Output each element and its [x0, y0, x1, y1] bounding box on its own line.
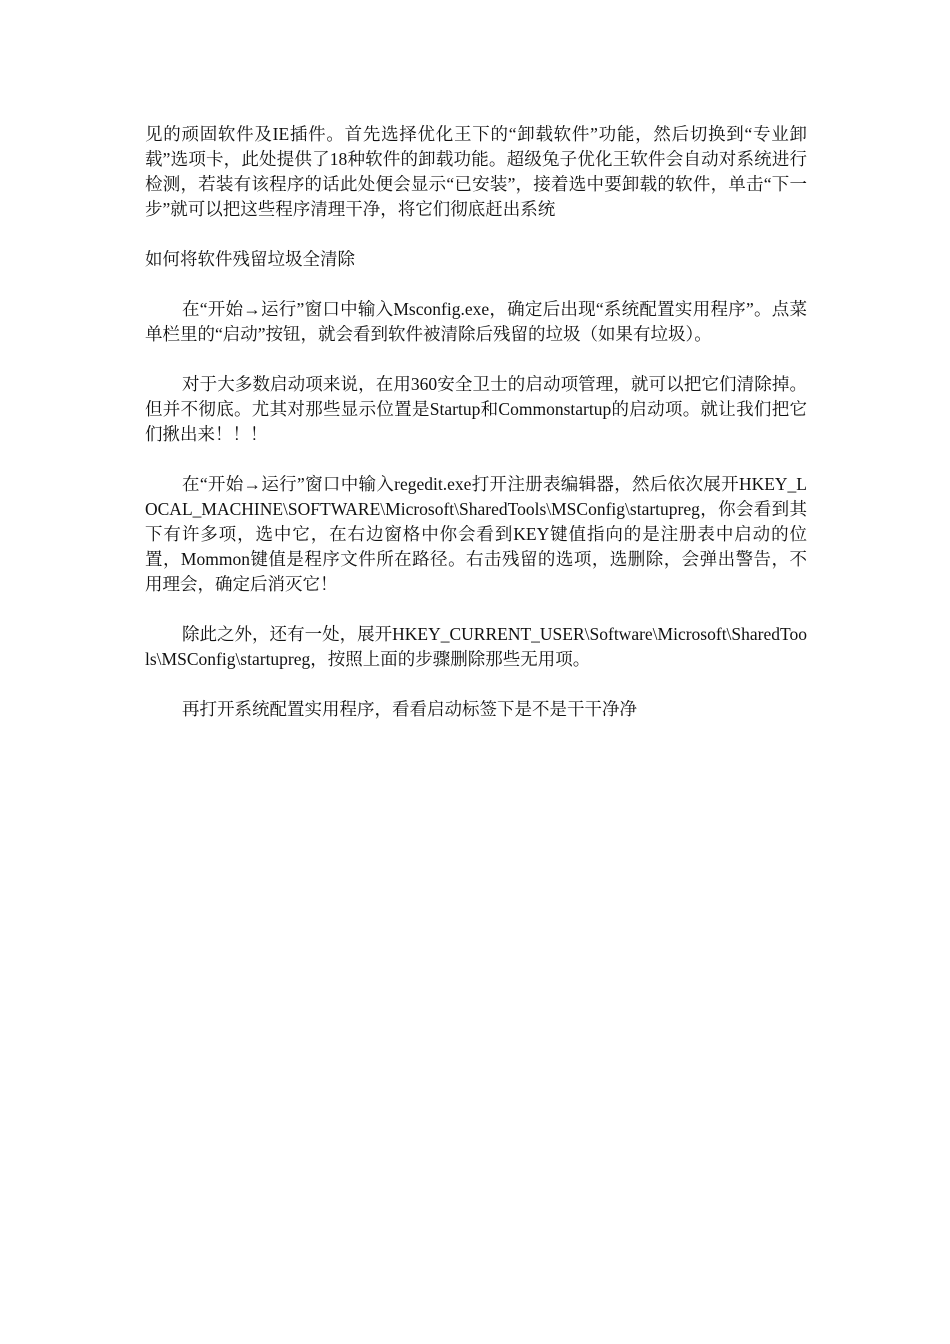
paragraph-regedit-hkcu: 除此之外，还有一处，展开HKEY_CURRENT_USER\Software\Microsoft\SharedTools\MSConfig\startupreg，按照上面的步骤删除那些无用项。	[145, 624, 807, 669]
document-body	[145, 122, 807, 722]
paragraph-startup-items: 对于大多数启动项来说，在用360安全卫士的启动项管理，就可以把它们清除掉。但并不彻底。尤其对那些显示位置是Startup和Commonstartup的启动项。就让我们把它们揪出来！！！	[145, 374, 807, 444]
paragraph-final-check: 再打开系统配置实用程序，看看启动标签下是不是干干净净	[182, 699, 637, 719]
paragraph-msconfig: 在“开始→运行”窗口中输入Msconfig.exe，确定后出现“系统配置实用程序”。点菜单栏里的“启动”按钮，就会看到软件被清除后残留的垃圾（如果有垃圾）。	[145, 299, 807, 344]
section-heading: 如何将软件残留垃圾全清除	[145, 249, 355, 269]
paragraph-uninstall-intro: 见的顽固软件及IE插件。首先选择优化王下的“卸载软件”功能，然后切换到“专业卸载”选项卡，此处提供了18种软件的卸载功能。超级兔子优化王软件会自动对系统进行检测，若装有该程序的话此处便会显示“已安装”，接着选中要卸载的软件，单击“下一步”就可以把这些程序清理干净，将它们彻底赶出系统	[145, 124, 807, 219]
paragraph-regedit-hklm: 在“开始→运行”窗口中输入regedit.exe打开注册表编辑器，然后依次展开HKEY_LOCAL_MACHINE\SOFTWARE\Microsoft\SharedTools\MSConfig\startupreg，你会看到其下有许多项，选中它，在右边窗格中你会看到KEY键值指向的是注册表中启动的位置，Mommon键值是程序文件所在路径。右击残留的选项，选删除，会弹出警告，不用理会，确定后消灭它！	[145, 474, 807, 594]
